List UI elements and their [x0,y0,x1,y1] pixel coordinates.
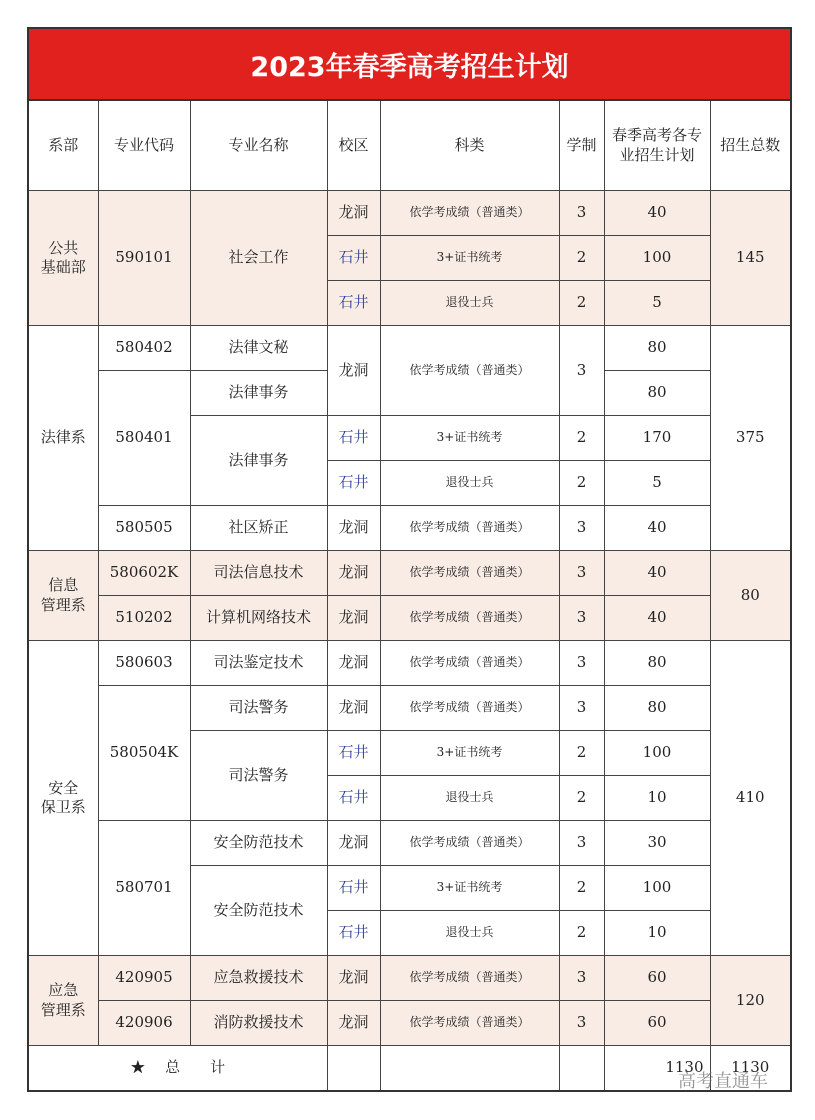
plan-cell: 80 [604,686,710,731]
table-row [29,506,790,551]
category-cell: 依学考成绩（普通类） [380,326,559,416]
code-cell: 420906 [98,1001,190,1046]
total-cell: 410 [710,641,790,956]
campus-cell: 龙洞 [327,596,380,641]
page-title: 2023年春季高考招生计划 [29,29,790,101]
plan-cell: 170 [604,416,710,461]
header-department: 系部 [29,101,98,191]
campus-cell: 龙洞 [327,1001,380,1046]
major-cell: 安全防范技术 [190,821,327,866]
plan-cell: 40 [604,551,710,596]
plan-cell: 80 [604,326,710,371]
total-plan-cell: 1130 [604,1046,710,1091]
code-cell: 580701 [98,821,190,956]
header-years: 学制 [559,101,604,191]
campus-cell: 石井 [327,731,380,776]
category-cell: 依学考成绩（普通类） [380,821,559,866]
total-cell: 80 [710,551,790,641]
major-cell: 社会工作 [190,191,327,326]
major-cell: 司法警务 [190,686,327,731]
table-row [29,1001,790,1046]
category-cell: 依学考成绩（普通类） [380,596,559,641]
major-cell: 安全防范技术 [190,866,327,956]
header-code: 专业代码 [98,101,190,191]
campus-cell: 龙洞 [327,956,380,1001]
plan-cell: 40 [604,596,710,641]
code-cell: 580505 [98,506,190,551]
major-cell: 司法警务 [190,731,327,821]
table-row [29,956,790,1001]
plan-cell: 60 [604,956,710,1001]
table-row [29,551,790,596]
table-row [29,641,790,686]
major-cell: 法律文秘 [190,326,327,371]
major-cell: 司法鉴定技术 [190,641,327,686]
years-cell: 3 [559,191,604,236]
category-cell: 退役士兵 [380,911,559,956]
total-cell: 120 [710,956,790,1046]
code-cell: 580602K [98,551,190,596]
years-cell: 3 [559,596,604,641]
major-cell: 计算机网络技术 [190,596,327,641]
plan-cell: 10 [604,911,710,956]
years-cell: 2 [559,911,604,956]
campus-cell: 龙洞 [327,551,380,596]
years-cell: 2 [559,461,604,506]
empty-cell [380,1046,559,1091]
department-cell: 信息 管理系 [29,551,98,641]
plan-cell: 5 [604,281,710,326]
empty-cell [559,1046,604,1091]
plan-cell: 100 [604,731,710,776]
header-campus: 校区 [327,101,380,191]
code-cell: 420905 [98,956,190,1001]
category-cell: 依学考成绩（普通类） [380,1001,559,1046]
major-cell: 应急救援技术 [190,956,327,1001]
campus-cell: 石井 [327,416,380,461]
category-cell: 依学考成绩（普通类） [380,641,559,686]
plan-cell: 100 [604,236,710,281]
header-row [29,101,790,191]
plan-cell: 5 [604,461,710,506]
enrollment-plan-table-container [27,27,792,1092]
years-cell: 2 [559,236,604,281]
campus-cell: 石井 [327,776,380,821]
category-cell: 退役士兵 [380,461,559,506]
campus-cell: 石井 [327,461,380,506]
years-cell: 2 [559,281,604,326]
years-cell: 2 [559,866,604,911]
campus-cell: 石井 [327,281,380,326]
years-cell: 3 [559,641,604,686]
total-cell: 375 [710,326,790,551]
plan-cell: 40 [604,191,710,236]
campus-cell: 龙洞 [327,641,380,686]
category-cell: 依学考成绩（普通类） [380,551,559,596]
department-cell: 应急 管理系 [29,956,98,1046]
category-cell: 退役士兵 [380,281,559,326]
table-row [29,191,790,236]
major-cell: 社区矫正 [190,506,327,551]
campus-cell: 龙洞 [327,326,380,416]
major-cell: 消防救援技术 [190,1001,327,1046]
campus-cell: 石井 [327,866,380,911]
campus-cell: 石井 [327,236,380,281]
header-total: 招生总数 [710,101,790,191]
category-cell: 3+证书统考 [380,416,559,461]
campus-cell: 石井 [327,911,380,956]
table-row [29,596,790,641]
major-cell: 司法信息技术 [190,551,327,596]
category-cell: 依学考成绩（普通类） [380,686,559,731]
header-category: 科类 [380,101,559,191]
department-cell: 法律系 [29,326,98,551]
header-major: 专业名称 [190,101,327,191]
major-cell: 法律事务 [190,416,327,506]
years-cell: 3 [559,326,604,416]
grand-total-cell: 1130 [710,1046,790,1091]
years-cell: 3 [559,506,604,551]
plan-cell: 80 [604,371,710,416]
campus-cell: 龙洞 [327,191,380,236]
table-row [29,686,790,731]
department-cell: 公共 基础部 [29,191,98,326]
years-cell: 2 [559,776,604,821]
code-cell: 580603 [98,641,190,686]
plan-cell: 60 [604,1001,710,1046]
years-cell: 3 [559,551,604,596]
category-cell: 退役士兵 [380,776,559,821]
code-cell: 580401 [98,371,190,506]
code-cell: 580402 [98,326,190,371]
watermark: 高考直通车 [678,1071,768,1092]
years-cell: 2 [559,416,604,461]
category-cell: 3+证书统考 [380,236,559,281]
plan-cell: 30 [604,821,710,866]
code-cell: 580504K [98,686,190,821]
total-cell: 145 [710,191,790,326]
plan-cell: 10 [604,776,710,821]
campus-cell: 龙洞 [327,506,380,551]
years-cell: 3 [559,686,604,731]
total-row [29,1046,790,1091]
category-cell: 依学考成绩（普通类） [380,506,559,551]
header-plan: 春季高考各专 业招生计划 [604,101,710,191]
years-cell: 2 [559,731,604,776]
department-cell: 安全 保卫系 [29,641,98,956]
code-cell: 510202 [98,596,190,641]
years-cell: 3 [559,1001,604,1046]
years-cell: 3 [559,821,604,866]
campus-cell: 龙洞 [327,821,380,866]
enrollment-table [29,101,790,1090]
plan-cell: 80 [604,641,710,686]
major-cell: 法律事务 [190,371,327,416]
category-cell: 3+证书统考 [380,731,559,776]
category-cell: 依学考成绩（普通类） [380,956,559,1001]
table-row [29,821,790,866]
plan-cell: 100 [604,866,710,911]
category-cell: 3+证书统考 [380,866,559,911]
table-row [29,326,790,371]
category-cell: 依学考成绩（普通类） [380,191,559,236]
campus-cell: 龙洞 [327,686,380,731]
total-label: ★ 总 计 [29,1046,327,1091]
years-cell: 3 [559,956,604,1001]
empty-cell [327,1046,380,1091]
plan-cell: 40 [604,506,710,551]
code-cell: 590101 [98,191,190,326]
